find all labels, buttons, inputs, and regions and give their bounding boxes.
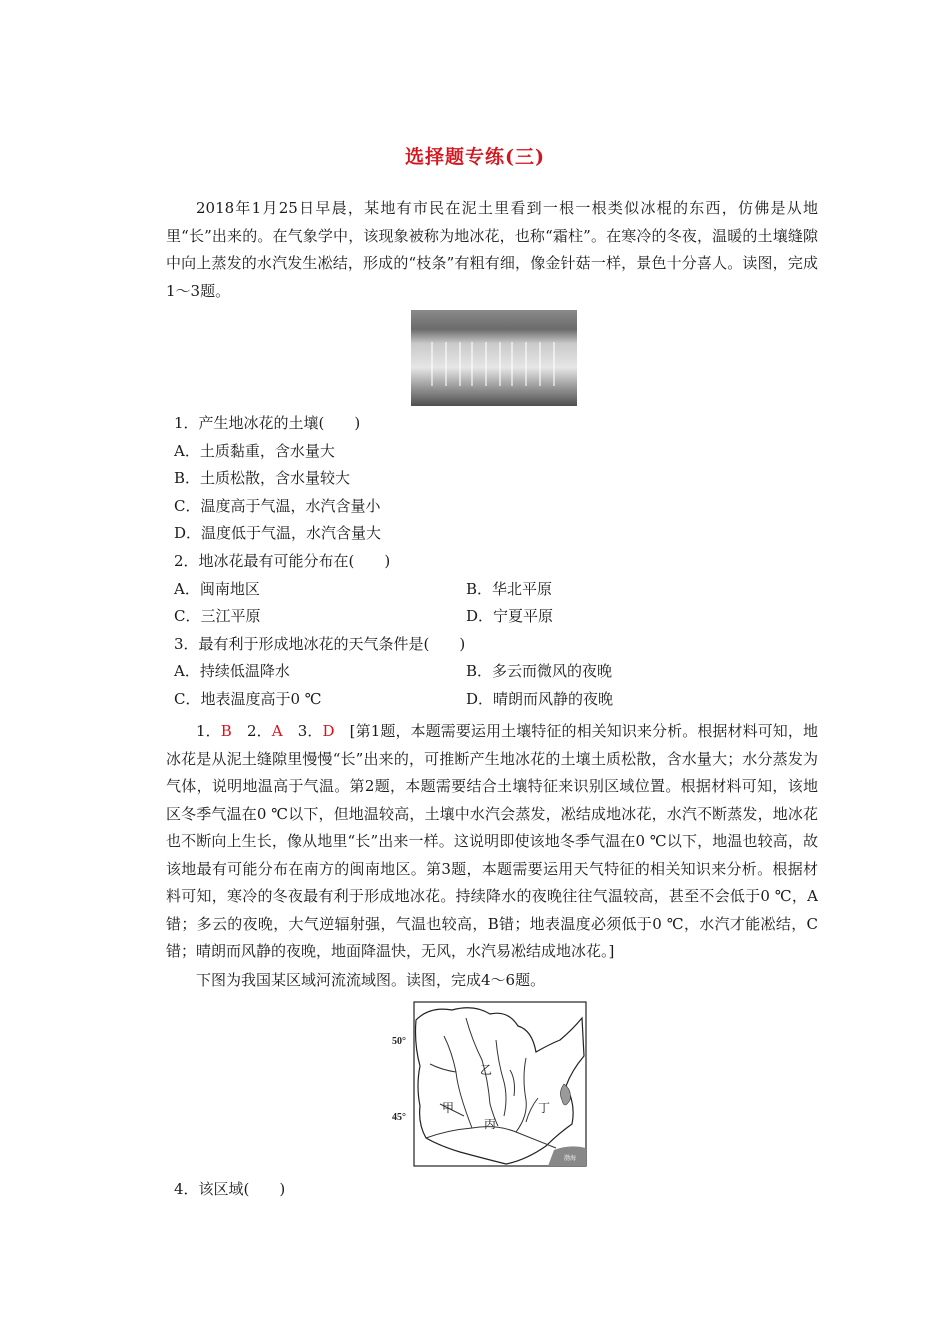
q3-option-a: A．持续低温降水: [174, 662, 290, 680]
label-yi: 乙: [480, 1063, 493, 1077]
q2-stem: 2．地冰花最有可能分布在( ): [174, 552, 391, 570]
q2-option-a: A．闽南地区: [174, 580, 260, 598]
latitude-45-label: 45°: [392, 1112, 406, 1123]
label-ding: 丁: [538, 1101, 551, 1115]
answer-1: B: [220, 722, 232, 740]
q2-option-c: C．三江平原: [174, 607, 261, 625]
q2-option-b: B．华北平原: [466, 580, 553, 598]
answer-2: A: [271, 722, 283, 740]
label-jia: 甲: [442, 1101, 455, 1115]
q1-option-c: C．温度高于气温，水汽含量小: [174, 497, 381, 515]
answer-num-1: 1．: [196, 722, 221, 740]
page-title: 选择题专练(三): [405, 146, 545, 168]
q3-option-c: C．地表温度高于0 ℃: [174, 690, 322, 708]
explanation-text: [第1题，本题需要运用土壤特征的相关知识来分析。根据材料可知，地冰花是从泥土缝隙里慢慢“长”出来的，可推断产生地冰花的土壤土质松散，含水量大；水分蒸发为气体，说明地温高于气温。第2题，本题需要结合土壤特征来识别区域位置。根据材料可知，该地区冬季气温在0 ℃以下，但地温较高，土壤中水汽会蒸发，凇结成地冰花，水汽不断蒸发，地冰花也不断向上生长，像从地里“长”出来一样。这说明即使该地冬季气温在0 ℃以下，地温也较高，故该地最有可能分布在南方的闽南地区。第3题，本题需要运用天气特征的相关知识来分析。根据材料可知，寒冷的冬夜最有利于形成地冰花。持续降水的夜晚往往气温较高，甚至不会低于0 ℃，A错；多云的夜晚，大气逆辐射强，气温也较高，B错；地表温度必须低于0 ℃，水汽才能凇结，C错；晴朗而风静的夜晚，地面降温快，无风，水汽易凇结成地冰花。]: [166, 722, 818, 960]
q4-stem: 4．该区域( ): [174, 1180, 286, 1198]
q2-option-d: D．宁夏平原: [466, 607, 554, 625]
q1-option-b: B．土质松散，含水量较大: [174, 469, 351, 487]
map-frame: [414, 1002, 586, 1166]
river-basin-map: [386, 1000, 588, 1168]
q1-option-d: D．温度低于气温，水汽含量大: [174, 524, 382, 542]
q1-option-a: A．土质黏重，含水量大: [174, 442, 335, 460]
label-bing: 丙: [484, 1117, 497, 1131]
q1-stem: 1．产生地冰花的土壤( ): [174, 414, 361, 432]
q3-stem: 3．最有利于形成地冰花的天气条件是( ): [174, 635, 466, 653]
intro-paragraph-1: 2018年1月25日早晨，某地有市民在泥土里看到一根一根类似冰棍的东西，仿佛是从地里“长”出来的。在气象学中，该现象被称为地冰花，也称“霜柱”。在寒冷的冬夜，温暖的土壤缝隙中向上蒸发的水汽发生凇结，形成的“枝条”有粗有细，像金针菇一样，景色十分喜人。读图，完成1～3题。: [166, 199, 818, 300]
answer-num-2: 2．: [231, 722, 272, 740]
answer-num-3: 3．: [282, 722, 323, 740]
intro-paragraph-2: 下图为我国某区域河流流域图。读图，完成4～6题。: [196, 971, 546, 989]
q3-option-b: B．多云而微风的夜晚: [466, 662, 613, 680]
answer-explanation: [166, 718, 818, 966]
latitude-50-label: 50°: [392, 1036, 406, 1047]
answer-3: D: [322, 722, 335, 740]
sea-label: 渤海: [564, 1155, 577, 1162]
frost-flower-photo: [411, 310, 577, 406]
q3-option-d: D．晴朗而风静的夜晚: [466, 690, 614, 708]
